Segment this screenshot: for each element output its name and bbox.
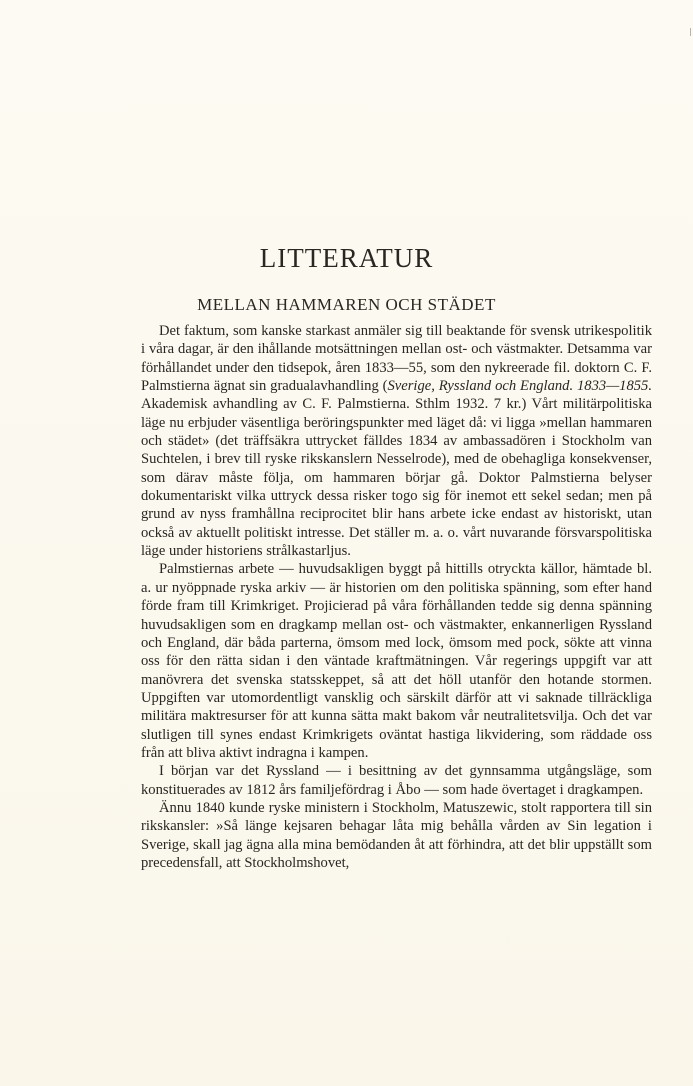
paragraph-1-text-before: Det faktum, som kanske starkast anmäler sig till beaktande för svensk utrikespolitik i våra dagar, är den ihållande motsättningen mellan ost- och västmakter. Detsamma var förhållandet under den tidsepok, åren 1833—55, som den nykreerade fil. doktorn C. F. Palmstierna ägnat sin gradualavhandling ( xyxy=(141,323,652,395)
paragraph-2: Palmstiernas arbete — huvudsakligen byggt på hittills otryckta källor, hämtade bl. a. ur nyöppnade ryska arkiv — är historien om den politiska spänning, som efter hand förde fram till Krimkriget. Projicierad på våra förhållanden tedde sig denna spänning huvudsakligen som en dragkamp mellan ost- och västmakter, enkannerligen Ryssland och England, där båda parterna, ömsom med lock, ömsom med pock, sökte att vinna oss för den rätta sidan i den väntade kraftmätningen. Vår regerings uppgift var att manövrera det svenska statsskeppet, så att det höll utanför den hotande stormen. Uppgiften var utomordentligt vansklig och särskilt därför att vi saknade tillräckliga militära maktresurser för att kunna sätta makt bakom vår neutralitetsvilja. Och det var slutligen till synes endast Krimkrigets oväntat hastiga likvidering, som räddade oss från att bliva aktivt indragna i kampen. xyxy=(141,561,652,761)
page-edge-mark xyxy=(690,28,691,36)
paragraph-4: Ännu 1840 kunde ryske ministern i Stockholm, Matuszewic, stolt rapportera till sin rikskansler: »Så länge kejsaren behagar låta mig behålla vården av Sin legation i Sverige, skall jag ägna alla mina bemödanden åt att förhindra, att det blir uppställt som precedensfall, att Stockholmshovet, xyxy=(141,799,652,871)
section-heading: LITTERATUR xyxy=(259,243,434,273)
article-title: MELLAN HAMMAREN OCH STÄDET xyxy=(197,295,496,314)
book-title-italic: Sverige, Ryssland och England. 1833—1855. xyxy=(387,378,653,395)
article-body xyxy=(141,322,652,872)
paragraph-1-text-after: Akademisk avhandling av C. F. Palmstierna. Sthlm 1932. 7 kr.) Vårt militärpolitiska läge nu erbjuder väsentliga beröringspunkter med läget då: vi ligga »mellan hammaren och städet» (det träffsäkra uttrycket fälldes 1834 av ambassadören i Stockholm van Suchtelen, i brev till ryske rikskanslern Nesselrode), med de obehagliga konsekvenser, som därav måste följa, om hammaren börjar gå. Doktor Palmstierna belyser dokumentariskt vilka uttryck dessa risker togo sig för inemot ett sekel sedan; men på grund av nyss framhållna reciprocitet blir hans arbete icke endast av historiskt, utan också av aktuellt politiskt intresse. Det ställer m. a. o. vårt nuvarande försvarspolitiska läge under historiens strålkastarljus. xyxy=(141,396,652,560)
paragraph-3: I början var det Ryssland — i besittning av det gynnsamma utgångsläge, som konstituerades av 1812 års familjefördrag i Åbo — som hade övertaget i dragkampen. xyxy=(141,763,652,798)
paragraph-1 xyxy=(141,322,652,560)
